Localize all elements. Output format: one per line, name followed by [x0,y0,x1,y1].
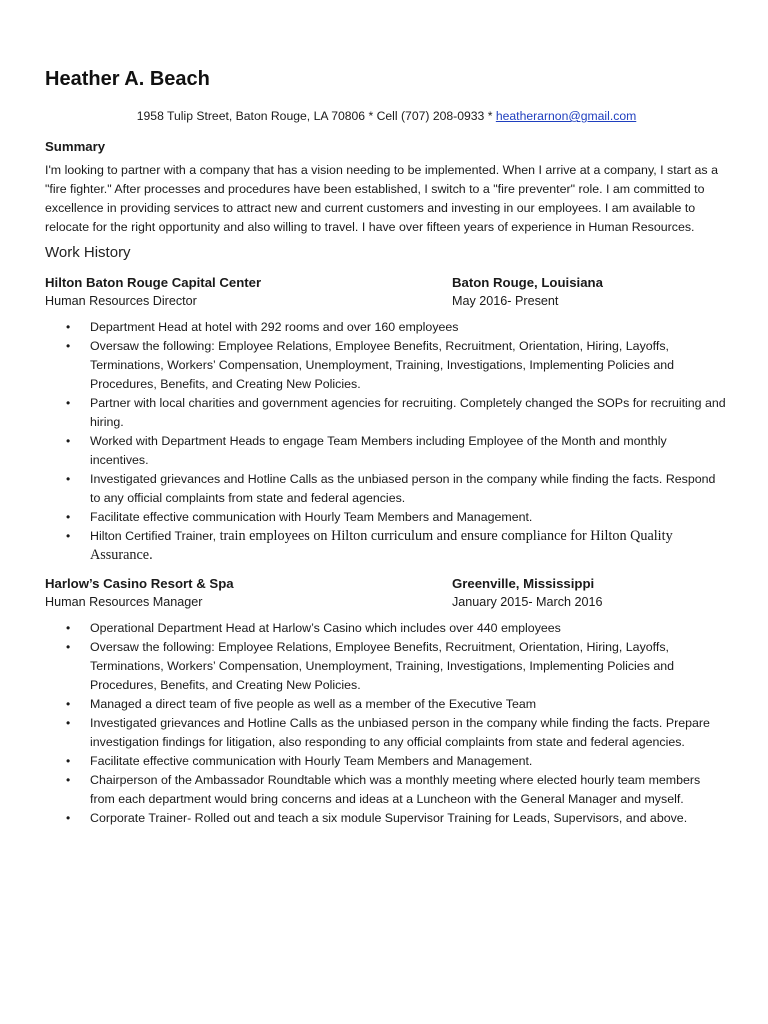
job-location: Baton Rouge, Louisiana [452,275,603,290]
duty-item: • Oversaw the following: Employee Relations, Employee Benefits, Recruitment, Orientation, Hiring, Layoffs, Terminations, Workers’ Compensation, Unemployment, Training, Investigations, Implementing Policies and Procedures, Benefits, and Creating New Policies. [66,640,675,692]
work-history-heading: Work History [45,244,131,261]
job-entry [45,273,728,565]
bullet-icon: • [66,434,71,448]
contact-line [45,108,728,124]
bullet-icon: • [66,320,71,334]
job-duties-list [45,619,728,828]
bullet-icon: • [66,697,71,711]
summary-heading: Summary [45,139,106,154]
bullet-icon: • [66,396,71,410]
duty-item: • Chairperson of the Ambassador Roundtable which was a monthly meeting where elected hourly team members from each department would bring concerns and ideas at a Luncheon with the General Manager and myself. [66,773,701,806]
bullet-icon: • [66,472,71,486]
bullet-icon: • [66,811,71,825]
bullet-icon: • [66,529,71,543]
job-title: Human Resources Manager [45,595,203,609]
duty-item: • Oversaw the following: Employee Relations, Employee Benefits, Recruitment, Orientation, Hiring, Layoffs, Terminations, Workers’ Compensation, Unemployment, Training, Investigations, Implementing Policies and Procedures, Benefits, and Creating New Policies. [66,339,675,391]
job-entry [45,574,728,828]
duty-item: • Department Head at hotel with 292 rooms and over 160 employees [45,318,728,337]
email-link[interactable]: heatherarnon@gmail.com [495,109,637,123]
job-dates: January 2015- March 2016 [452,595,603,609]
summary-text: I'm looking to partner with a company that has a vision needing to be implemented. When I arrive at a company, I start as a "fire fighter." After processes and procedures have been established, I switch to a "fire preventer" role. I am committed to excellence in providing services to attract new and current customers and investing in our employees. I am available to relocate for the right opportunity and also willing to travel. I have over fifteen years of experience in Human Resources. [45,163,718,234]
duty-item: • Partner with local charities and government agencies for recruiting. Completely changed the SOPs for recruiting and hiring. [66,396,726,429]
job-title: Human Resources Director [45,294,197,308]
duty-item: • Investigated grievances and Hotline Calls as the unbiased person in the company while finding the facts. Prepare investigation findings for litigation, also responding to any official complaints from state and federal agencies. [66,716,710,749]
bullet-icon: • [66,339,71,353]
duty-item: • Facilitate effective communication with Hourly Team Members and Management. [45,752,728,771]
job-company: Harlow’s Casino Resort & Spa [45,576,234,591]
job-company: Hilton Baton Rouge Capital Center [45,275,262,290]
duty-item: • Corporate Trainer- Rolled out and teach a six module Supervisor Training for Leads, Supervisors, and above. [45,809,728,828]
bullet-icon: • [66,621,71,635]
duty-item: • Operational Department Head at Harlow’s Casino which includes over 440 employees [45,619,728,638]
bullet-icon: • [66,510,71,524]
resume-page [45,66,728,828]
job-duties-list [45,318,728,565]
bullet-icon: • [66,640,71,654]
bullet-icon: • [66,716,71,730]
bullet-icon: • [66,773,71,787]
applicant-name: Heather A. Beach [45,68,210,90]
contact-details: 1958 Tulip Street, Baton Rouge, LA 70806 * Cell (707) 208-0933 * [136,109,496,123]
job-location: Greenville, Mississippi [452,576,595,591]
duty-item: • Hilton Certified Trainer, train employees on Hilton curriculum and ensure compliance for Hilton Quality Assurance. [66,528,673,563]
duty-item: • Worked with Department Heads to engage Team Members including Employee of the Month and monthly incentives. [66,434,667,467]
duty-item: • Facilitate effective communication with Hourly Team Members and Management. [45,508,728,527]
job-dates: May 2016- Present [452,294,559,308]
duty-item: • Managed a direct team of five people as well as a member of the Executive Team [45,695,728,714]
duty-item: • Investigated grievances and Hotline Calls as the unbiased person in the company while finding the facts. Respond to any official complaints from state and federal agencies. [66,472,716,505]
bullet-icon: • [66,754,71,768]
